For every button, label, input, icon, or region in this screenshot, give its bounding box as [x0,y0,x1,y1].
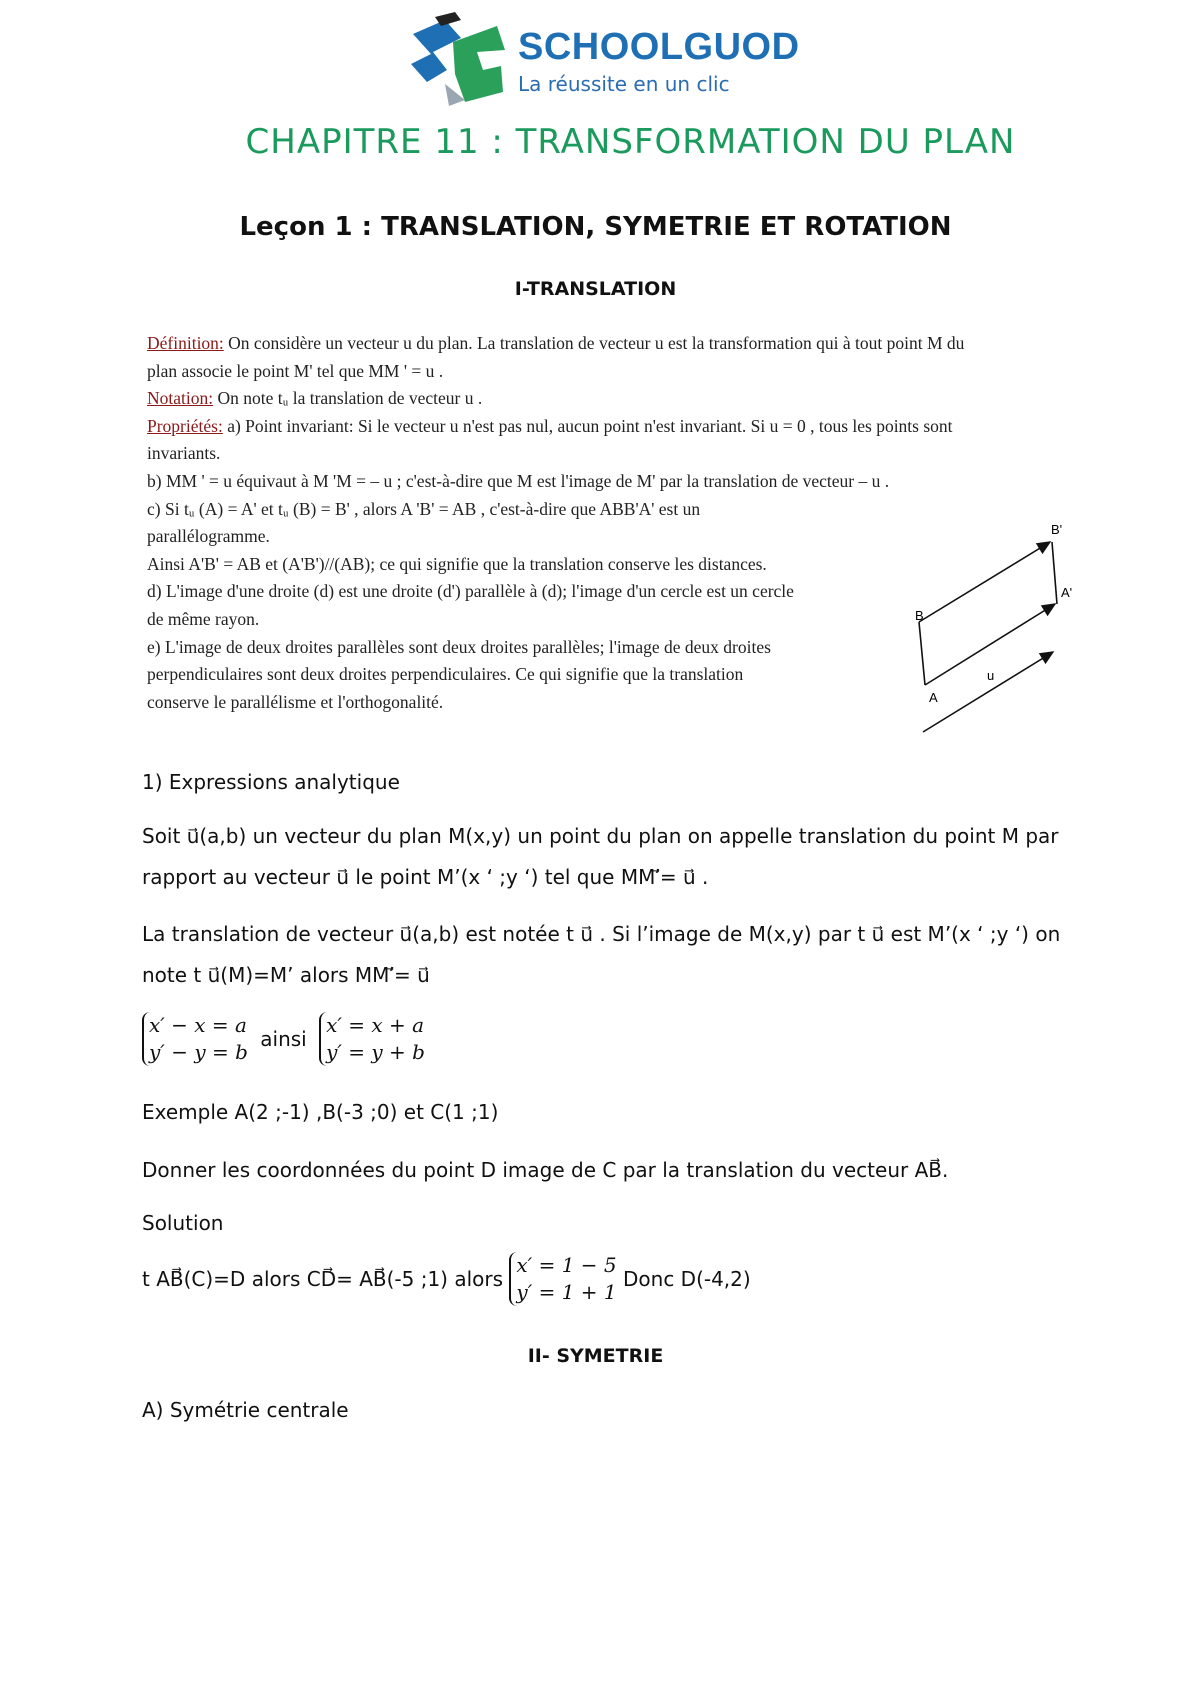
vector-u-arrow [923,652,1053,732]
label-A: A [929,690,938,705]
property-e-3: conserve le parallélisme et l'orthogonalité. [147,691,444,712]
label-u: u [987,668,995,683]
paragraph-2b: note t u⃗(M)=M’ alors MM′⃗= u⃗ [142,963,430,987]
section-heading-translation: I-TRANSLATION [514,278,677,300]
solution-text: t AB⃗(C)=D alors CD⃗= AB⃗(-5 ;1) alors [142,1267,504,1291]
system-2-line-1: x′ = x + a [326,1013,425,1037]
paragraph-1b: rapport au vecteur u⃗ le point M’(x ‘ ;y ‘) tel que MM′⃗= u⃗ . [142,865,709,889]
property-a: a) Point invariant: Si le vecteur u n'est pas nul, aucun point n'est invariant. Si u = 0 , tous les points sont [227,415,953,436]
solution-label: Solution [142,1211,224,1235]
label-A-prime: A' [1061,585,1073,600]
definition-text: On considère un vecteur u du plan. La translation de vecteur u est la transformation qui à tout point M du [228,333,965,353]
definition-label: Définition: [147,333,224,353]
paragraph-2a: La translation de vecteur u⃗(a,b) est notée t u⃗ . Si l’image de M(x,y) par t u⃗ est M’(x ‘ ;y ‘) on [142,922,1061,946]
system-3 [509,1252,616,1306]
property-c-3: Ainsi A'B' = AB et (A'B')//(AB); ce qui signifie que la translation conserve les distances. [147,553,767,574]
label-B-prime: B' [1051,522,1063,537]
system-3-line-1: x′ = 1 − 5 [516,1253,617,1277]
system-2 [319,1012,425,1066]
system-1 [142,1012,248,1066]
label-B: B [915,608,924,623]
system-1-line-1: x′ − x = a [149,1013,247,1037]
question-line: Donner les coordonnées du point D image de C par la translation du vecteur AB⃗. [142,1158,949,1182]
equation-systems-row [142,1012,425,1066]
chapter-title: CHAPITRE 11 : TRANSFORMATION DU PLAN [245,122,1016,162]
system-1-line-2: y′ − y = b [149,1040,248,1064]
segment-AB [919,622,925,685]
property-e: e) L'image de deux droites parallèles sont deux droites parallèles; l'image de deux droites [147,636,771,657]
ainsi-text: ainsi [260,1027,307,1051]
property-d-2: de même rayon. [147,608,260,629]
translation-diagram [905,520,1085,735]
notation-label: Notation: [147,388,214,409]
segment-BB-prime [919,542,1050,622]
notation-text: On note tᵤ la translation de vecteur u . [217,388,483,409]
brand-name: SCHOOLGUOD [518,26,800,68]
property-c: c) Si tᵤ (A) = A' et tᵤ (B) = B' , alors A 'B' = AB , c'est-à-dire que ABB'A' est un [147,498,701,519]
property-e-2: perpendiculaires sont deux droites perpendiculaires. Ce qui signifie que la translation [147,664,744,685]
property-b: b) MM ' = u équivaut à M 'M = – u ; c'est-à-dire que M est l'image de M' par la translation de vecteur – u . [147,470,890,491]
definition-text-2: plan associe le point M' tel que MM ' = u . [147,360,444,381]
system-3-line-2: y′ = 1 + 1 [516,1280,617,1304]
example-line: Exemple A(2 ;-1) ,B(-3 ;0) et C(1 ;1) [142,1100,499,1124]
system-2-line-2: y′ = y + b [326,1040,425,1064]
segment-A-prime-B-prime [1052,542,1057,604]
paragraph-1a: Soit u⃗(a,b) un vecteur du plan M(x,y) un point du plan on appelle translation du point M par [142,824,1059,848]
solution-row [142,1252,751,1306]
solution-result: Donc D(-4,2) [623,1267,751,1291]
logo-emblem-icon [405,12,515,107]
property-a-2: invariants. [147,443,221,464]
properties-label: Propriétés: [147,415,223,436]
section-heading-symetrie: II- SYMETRIE [527,1345,664,1367]
lesson-title: Leçon 1 : TRANSLATION, SYMETRIE ET ROTATION [239,212,952,242]
subheading-analytic-expressions: 1) Expressions analytique [142,770,400,794]
property-c-2: parallélogramme. [147,526,270,547]
brand-tagline: La réussite en un clic [518,72,730,96]
subheading-symetrie-centrale: A) Symétrie centrale [142,1398,349,1422]
property-d: d) L'image d'une droite (d) est une droite (d') parallèle à (d); l'image d'un cercle est un cercle [147,581,794,602]
schoolgood-logo [405,12,800,107]
